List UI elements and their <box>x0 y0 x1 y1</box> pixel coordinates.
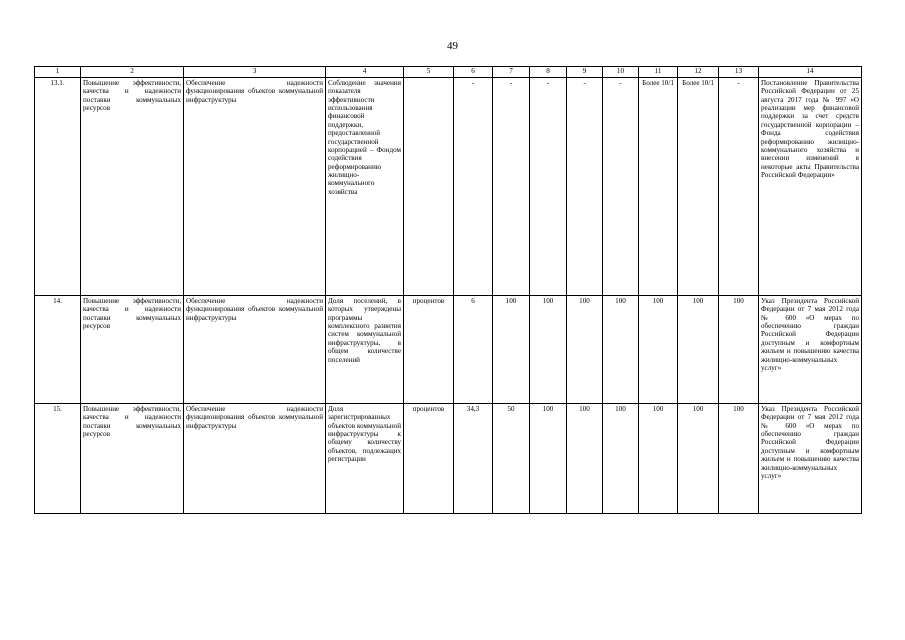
row-value: 100 <box>567 404 603 514</box>
row-unit: процентов <box>404 296 454 404</box>
row-value: 34,3 <box>454 404 493 514</box>
row-unit: процентов <box>404 404 454 514</box>
row-value: 100 <box>719 296 759 404</box>
row-number: 14. <box>35 296 81 404</box>
row-basis: Указ Президента Российской Федерации от 7 мая 2012 года № 600 «О мерах по обеспечению граждан Российской Федерации доступным и комфортным жильем и повышению качества жилищно-коммунальных услуг» <box>759 404 862 514</box>
row-indicator: Доля поселений, в которых утверждены программы комплексного развития систем коммунальной инфраструктуры, в общем количестве поселений <box>326 296 404 404</box>
row-value: 100 <box>719 404 759 514</box>
row-task: Обеспечение надежности функционирования объектов коммунальной инфраструктуры <box>184 404 326 514</box>
row-value: - <box>454 78 493 296</box>
row-goal: Повышение эффективности, качества и надежности поставки коммунальных ресурсов <box>81 78 184 296</box>
row-number: 15. <box>35 404 81 514</box>
row-basis: Указ Президента Российской Федерации от 7 мая 2012 года № 600 «О мерах по обеспечению граждан Российской Федерации доступным и комфортным жильем и повышению качества жилищно-коммунальных услуг» <box>759 296 862 404</box>
column-header: 14 <box>759 67 862 78</box>
row-value: 100 <box>493 296 530 404</box>
column-header: 9 <box>567 67 603 78</box>
column-header: 12 <box>678 67 719 78</box>
column-header: 6 <box>454 67 493 78</box>
row-value: - <box>530 78 567 296</box>
row-value: 100 <box>567 296 603 404</box>
row-value: 50 <box>493 404 530 514</box>
row-value: - <box>603 78 639 296</box>
row-value: - <box>567 78 603 296</box>
column-header: 13 <box>719 67 759 78</box>
row-value: - <box>493 78 530 296</box>
row-value: 100 <box>530 296 567 404</box>
row-unit <box>404 78 454 296</box>
column-header: 8 <box>530 67 567 78</box>
row-indicator: Соблюдение значения показателя эффективности использования финансовой поддержки, предоставленной государственной корпорацией – Фондом содействия реформированию жилищно-коммунального хозяйства <box>326 78 404 296</box>
row-value: 100 <box>603 296 639 404</box>
row-basis: Постановление Правительства Российской Федерации от 25 августа 2017 года № 997 «О реализации мер финансовой поддержки за счет средств государственной корпорации – Фонда содействия реформированию жилищно-коммунального хозяйства и внесении изменений в некоторые акты Правительства Российской Федерации» <box>759 78 862 296</box>
page-number: 49 <box>447 40 458 52</box>
column-header: 3 <box>184 67 326 78</box>
row-task: Обеспечение надежности функционирования объектов коммунальной инфраструктуры <box>184 296 326 404</box>
column-header: 11 <box>639 67 678 78</box>
column-header: 1 <box>35 67 81 78</box>
row-goal: Повышение эффективности, качества и надежности поставки коммунальных ресурсов <box>81 296 184 404</box>
row-value: 100 <box>678 404 719 514</box>
table-header-row <box>35 67 862 78</box>
row-value: 100 <box>639 404 678 514</box>
row-value: 100 <box>530 404 567 514</box>
row-number: 13.1. <box>35 78 81 296</box>
row-value: Более 10/1 <box>678 78 719 296</box>
column-header: 10 <box>603 67 639 78</box>
row-task: Обеспечение надежности функционирования объектов коммунальной инфраструктуры <box>184 78 326 296</box>
row-indicator: Доля зарегистрированных объектов коммунальной инфраструктуры к общему количеству объектов, подлежащих регистрации <box>326 404 404 514</box>
row-goal: Повышение эффективности, качества и надежности поставки коммунальных ресурсов <box>81 404 184 514</box>
table-row <box>35 404 862 514</box>
column-header: 4 <box>326 67 404 78</box>
row-value: 100 <box>678 296 719 404</box>
indicators-table <box>34 66 862 514</box>
table-row <box>35 296 862 404</box>
row-value: Более 10/1 <box>639 78 678 296</box>
column-header: 5 <box>404 67 454 78</box>
row-value: - <box>719 78 759 296</box>
table-row <box>35 78 862 296</box>
column-header: 7 <box>493 67 530 78</box>
row-value: 100 <box>603 404 639 514</box>
row-value: 6 <box>454 296 493 404</box>
row-value: 100 <box>639 296 678 404</box>
column-header: 2 <box>81 67 184 78</box>
